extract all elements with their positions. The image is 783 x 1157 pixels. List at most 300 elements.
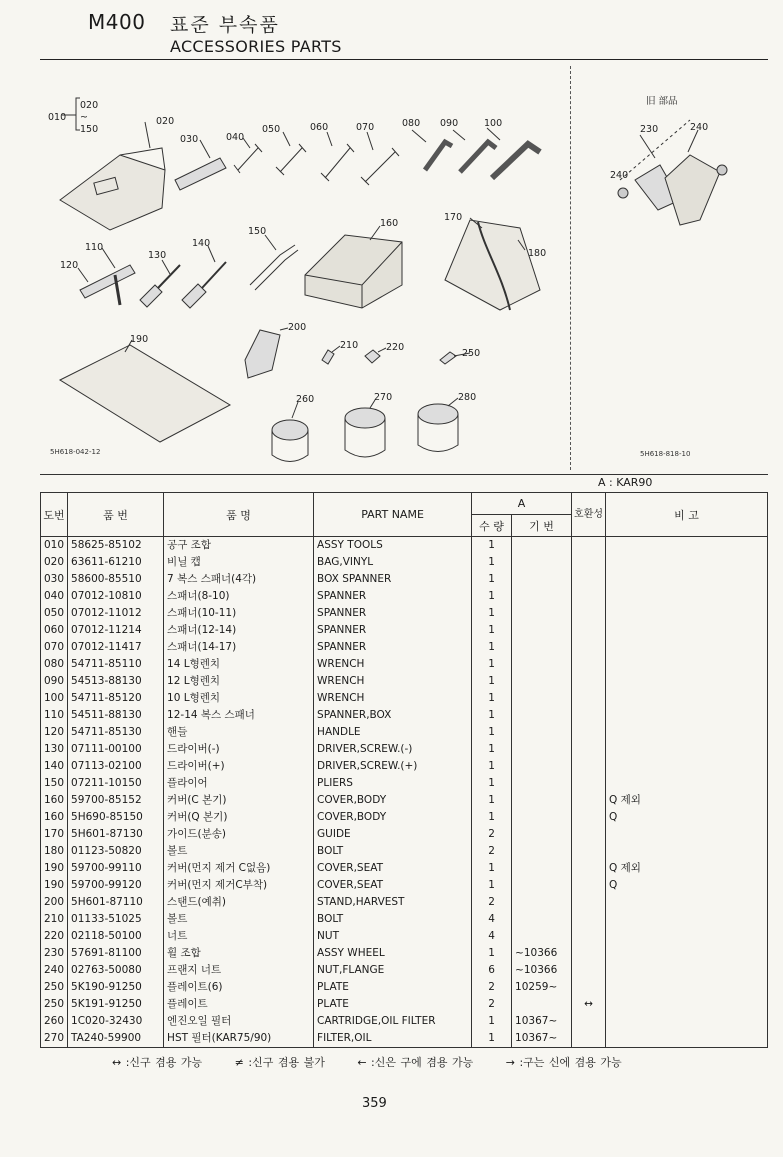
cell-qty: 1: [472, 588, 512, 605]
cell-name-ko: 플라이어: [164, 775, 314, 792]
svg-text:030: 030: [180, 134, 199, 145]
cell-qty: 1: [472, 775, 512, 792]
cell-name-ko: 가이드(분송): [164, 826, 314, 843]
cell-qty: 1: [472, 741, 512, 758]
cell-remarks: [606, 1030, 768, 1048]
svg-text:010: 010: [48, 112, 67, 123]
cell-part-no: 57691-81100: [68, 945, 164, 962]
cell-remarks: Q: [606, 877, 768, 894]
cell-remarks: [606, 656, 768, 673]
cell-no: 130: [41, 741, 68, 758]
header-no: 도번: [41, 493, 68, 537]
table-row: [41, 860, 768, 877]
cell-period: [512, 996, 572, 1013]
cell-part-no: 07012-11012: [68, 605, 164, 622]
column-a-note: A : KAR90: [598, 476, 653, 489]
cell-qty: 1: [472, 860, 512, 877]
cell-part-name: STAND,HARVEST: [314, 894, 472, 911]
svg-text:170: 170: [444, 212, 463, 223]
cell-period: [512, 911, 572, 928]
cell-no: 250: [41, 979, 68, 996]
cell-name-ko: 14 L형렌치: [164, 656, 314, 673]
cell-remarks: [606, 537, 768, 555]
cell-no: 060: [41, 622, 68, 639]
interchange-legend: [112, 1054, 650, 1070]
cell-qty: 1: [472, 1030, 512, 1048]
cell-name-ko: 스패너(10-11): [164, 605, 314, 622]
cell-qty: 1: [472, 605, 512, 622]
cell-interchange: [572, 1030, 606, 1048]
cell-part-no: 59700-99110: [68, 860, 164, 877]
svg-text:140: 140: [192, 238, 211, 249]
cell-interchange: [572, 843, 606, 860]
cell-remarks: [606, 894, 768, 911]
cell-remarks: [606, 928, 768, 945]
svg-text:190: 190: [130, 334, 149, 345]
cell-no: 140: [41, 758, 68, 775]
cell-part-name: BOX SPANNER: [314, 571, 472, 588]
cell-no: 010: [41, 537, 68, 555]
cell-name-ko: 스패너(8-10): [164, 588, 314, 605]
svg-text:210: 210: [340, 340, 359, 351]
model-code: M400: [88, 10, 146, 34]
svg-text:240: 240: [610, 170, 629, 181]
cell-name-ko: 핸들: [164, 724, 314, 741]
cell-part-name: NUT,FLANGE: [314, 962, 472, 979]
cell-part-name: BOLT: [314, 843, 472, 860]
table-row: [41, 724, 768, 741]
table-row: [41, 996, 768, 1013]
cell-remarks: [606, 724, 768, 741]
cell-part-name: DRIVER,SCREW.(+): [314, 758, 472, 775]
cell-part-no: 58600-85510: [68, 571, 164, 588]
cell-period: [512, 877, 572, 894]
cell-interchange: [572, 894, 606, 911]
cell-period: [512, 537, 572, 555]
svg-text:020: 020: [80, 100, 99, 111]
table-row: [41, 1030, 768, 1048]
cell-name-ko: 10 L형렌치: [164, 690, 314, 707]
cell-part-name: SPANNER: [314, 622, 472, 639]
cell-name-ko: 플레이트(6): [164, 979, 314, 996]
cell-part-name: DRIVER,SCREW.(-): [314, 741, 472, 758]
table-row: [41, 554, 768, 571]
page-title-korean: 표준 부속품: [170, 14, 280, 36]
cell-remarks: Q 제외: [606, 860, 768, 877]
svg-text:060: 060: [310, 122, 329, 133]
table-row: [41, 877, 768, 894]
table-row: [41, 843, 768, 860]
cell-no: 020: [41, 554, 68, 571]
cell-part-no: TA240-59900: [68, 1030, 164, 1048]
page-number: 359: [362, 1096, 387, 1111]
cell-remarks: [606, 707, 768, 724]
cell-qty: 1: [472, 690, 512, 707]
page-title-english: ACCESSORIES PARTS: [170, 37, 342, 56]
cell-interchange: [572, 1013, 606, 1030]
svg-text:240: 240: [690, 122, 709, 133]
cell-qty: 1: [472, 724, 512, 741]
table-row: [41, 945, 768, 962]
svg-text:100: 100: [484, 118, 503, 129]
cell-part-name: WRENCH: [314, 673, 472, 690]
svg-text:130: 130: [148, 250, 167, 261]
table-row: [41, 826, 768, 843]
cell-name-ko: 비닐 캡: [164, 554, 314, 571]
table-row: [41, 911, 768, 928]
cell-part-name: WRENCH: [314, 656, 472, 673]
cell-period: 10259~: [512, 979, 572, 996]
cell-part-no: 1C020-32430: [68, 1013, 164, 1030]
cell-qty: 1: [472, 537, 512, 555]
cell-interchange: [572, 775, 606, 792]
cell-no: 090: [41, 673, 68, 690]
cell-no: 150: [41, 775, 68, 792]
cell-part-no: 54711-85130: [68, 724, 164, 741]
table-row: [41, 775, 768, 792]
cell-interchange: [572, 588, 606, 605]
cell-part-no: 5K190-91250: [68, 979, 164, 996]
cell-interchange: [572, 758, 606, 775]
cell-period: [512, 588, 572, 605]
cell-remarks: [606, 911, 768, 928]
cell-period: [512, 724, 572, 741]
svg-text:200: 200: [288, 322, 307, 333]
cell-name-ko: 프랜지 너트: [164, 962, 314, 979]
cell-name-ko: 볼트: [164, 843, 314, 860]
cell-remarks: [606, 690, 768, 707]
cell-interchange: [572, 945, 606, 962]
svg-text:270: 270: [374, 392, 393, 403]
cell-interchange: [572, 911, 606, 928]
table-row: [41, 979, 768, 996]
cell-qty: 4: [472, 911, 512, 928]
cell-name-ko: 엔진오일 필터: [164, 1013, 314, 1030]
svg-text:160: 160: [380, 218, 399, 229]
cell-qty: 1: [472, 673, 512, 690]
cell-part-name: HANDLE: [314, 724, 472, 741]
header-a: A: [472, 493, 572, 515]
cell-no: 100: [41, 690, 68, 707]
cell-name-ko: 커버(먼지 제거C부착): [164, 877, 314, 894]
cell-remarks: [606, 843, 768, 860]
cell-name-ko: 7 복스 스패너(4각): [164, 571, 314, 588]
cell-remarks: [606, 605, 768, 622]
cell-name-ko: 플레이트: [164, 996, 314, 1013]
cell-part-no: 01123-50820: [68, 843, 164, 860]
cell-name-ko: 너트: [164, 928, 314, 945]
cell-period: ~10366: [512, 945, 572, 962]
cell-period: [512, 741, 572, 758]
cell-interchange: [572, 877, 606, 894]
cell-part-no: 58625-85102: [68, 537, 164, 555]
cell-remarks: [606, 554, 768, 571]
cell-interchange: [572, 826, 606, 843]
cell-name-ko: 12 L형렌치: [164, 673, 314, 690]
cell-qty: 1: [472, 571, 512, 588]
cell-no: 170: [41, 826, 68, 843]
cell-qty: 1: [472, 622, 512, 639]
cell-period: 10367~: [512, 1013, 572, 1030]
cell-qty: 2: [472, 979, 512, 996]
table-row: [41, 639, 768, 656]
cell-remarks: [606, 945, 768, 962]
legend-not-interchangeable: ≠ :신구 겸용 불가: [234, 1056, 325, 1069]
cell-remarks: [606, 775, 768, 792]
cell-qty: 1: [472, 554, 512, 571]
cell-part-name: NUT: [314, 928, 472, 945]
table-row: [41, 605, 768, 622]
svg-text:260: 260: [296, 394, 315, 405]
cell-no: 180: [41, 843, 68, 860]
table-row: [41, 741, 768, 758]
cell-remarks: [606, 741, 768, 758]
cell-qty: 1: [472, 792, 512, 809]
cell-interchange: [572, 622, 606, 639]
cell-remarks: [606, 673, 768, 690]
cell-part-no: 54511-88130: [68, 707, 164, 724]
cell-interchange: [572, 809, 606, 826]
table-row: [41, 809, 768, 826]
cell-period: ~10366: [512, 962, 572, 979]
cell-no: 190: [41, 860, 68, 877]
cell-part-name: PLIERS: [314, 775, 472, 792]
svg-text:150: 150: [80, 124, 99, 135]
svg-text:250: 250: [462, 348, 481, 359]
cell-remarks: Q 제외: [606, 792, 768, 809]
cell-part-no: 07111-00100: [68, 741, 164, 758]
figure-bottom-rule: [40, 474, 768, 475]
cell-period: [512, 690, 572, 707]
cell-part-no: 07012-11214: [68, 622, 164, 639]
cell-remarks: [606, 826, 768, 843]
cell-interchange: [572, 741, 606, 758]
header-part-name: PART NAME: [314, 493, 472, 537]
cell-interchange: [572, 860, 606, 877]
svg-text:180: 180: [528, 248, 547, 259]
table-row: [41, 571, 768, 588]
table-row: [41, 1013, 768, 1030]
figure-code-left: 5H618-042-12: [50, 448, 101, 456]
cell-no: 270: [41, 1030, 68, 1048]
table-row: [41, 792, 768, 809]
cell-qty: 1: [472, 809, 512, 826]
cell-part-name: GUIDE: [314, 826, 472, 843]
cell-name-ko: 볼트: [164, 911, 314, 928]
cell-part-name: ASSY WHEEL: [314, 945, 472, 962]
cell-period: [512, 673, 572, 690]
cell-no: 120: [41, 724, 68, 741]
cell-remarks: [606, 588, 768, 605]
cell-part-name: COVER,SEAT: [314, 877, 472, 894]
svg-text:150: 150: [248, 226, 267, 237]
cell-remarks: Q: [606, 809, 768, 826]
cell-no: 070: [41, 639, 68, 656]
cell-part-no: 07211-10150: [68, 775, 164, 792]
cell-no: 250: [41, 996, 68, 1013]
cell-part-name: SPANNER: [314, 588, 472, 605]
cell-no: 110: [41, 707, 68, 724]
table-row: [41, 928, 768, 945]
cell-period: 10367~: [512, 1030, 572, 1048]
cell-part-name: COVER,SEAT: [314, 860, 472, 877]
cell-part-no: 54711-85120: [68, 690, 164, 707]
cell-remarks: [606, 996, 768, 1013]
cell-part-no: 59700-99120: [68, 877, 164, 894]
figure-code-right: 5H618-818-10: [640, 450, 691, 458]
cell-period: [512, 792, 572, 809]
svg-text:020: 020: [156, 116, 175, 127]
cell-period: [512, 571, 572, 588]
cell-qty: 1: [472, 656, 512, 673]
cell-period: [512, 707, 572, 724]
cell-period: [512, 894, 572, 911]
cell-qty: 1: [472, 945, 512, 962]
cell-remarks: [606, 962, 768, 979]
table-row: [41, 656, 768, 673]
legend-old-for-new: → :구는 신에 겸용 가능: [505, 1056, 622, 1069]
cell-name-ko: HST 필터(KAR75/90): [164, 1030, 314, 1048]
cell-qty: 1: [472, 639, 512, 656]
cell-name-ko: 드라이버(-): [164, 741, 314, 758]
accessories-diagram: [40, 60, 768, 474]
cell-qty: 4: [472, 928, 512, 945]
parts-table: [40, 492, 768, 1048]
cell-remarks: [606, 1013, 768, 1030]
cell-interchange: [572, 656, 606, 673]
parts-illustration: [40, 60, 768, 474]
header-remarks: 비 고: [606, 493, 768, 537]
cell-part-no: 5H601-87110: [68, 894, 164, 911]
cell-qty: 2: [472, 826, 512, 843]
old-parts-label: 旧 部品: [646, 96, 678, 107]
cell-period: [512, 605, 572, 622]
cell-part-name: SPANNER,BOX: [314, 707, 472, 724]
legend-both-ways: ↔ :신구 겸용 가능: [112, 1056, 203, 1069]
cell-interchange: [572, 605, 606, 622]
cell-no: 220: [41, 928, 68, 945]
table-row: [41, 588, 768, 605]
cell-period: [512, 775, 572, 792]
cell-part-no: 63611-61210: [68, 554, 164, 571]
cell-part-no: 54513-88130: [68, 673, 164, 690]
cell-no: 230: [41, 945, 68, 962]
svg-text:050: 050: [262, 124, 281, 135]
cell-part-no: 07012-10810: [68, 588, 164, 605]
table-row: [41, 673, 768, 690]
cell-part-name: SPANNER: [314, 605, 472, 622]
cell-no: 050: [41, 605, 68, 622]
cell-qty: 2: [472, 996, 512, 1013]
cell-part-name: SPANNER: [314, 639, 472, 656]
cell-name-ko: 스탠드(예취): [164, 894, 314, 911]
cell-part-no: 5K191-91250: [68, 996, 164, 1013]
svg-text:080: 080: [402, 118, 421, 129]
cell-no: 260: [41, 1013, 68, 1030]
cell-period: [512, 554, 572, 571]
cell-part-name: FILTER,OIL: [314, 1030, 472, 1048]
cell-remarks: [606, 639, 768, 656]
cell-part-no: 5H601-87130: [68, 826, 164, 843]
header-qty: 수 량: [472, 515, 512, 537]
cell-part-no: 59700-85152: [68, 792, 164, 809]
cell-period: [512, 809, 572, 826]
header-part-no: 품 번: [68, 493, 164, 537]
cell-remarks: [606, 758, 768, 775]
cell-name-ko: 커버(먼지 제거 C없음): [164, 860, 314, 877]
cell-no: 240: [41, 962, 68, 979]
svg-text:~: ~: [80, 112, 88, 123]
cell-period: [512, 928, 572, 945]
cell-interchange: [572, 639, 606, 656]
cell-no: 190: [41, 877, 68, 894]
cell-qty: 2: [472, 894, 512, 911]
cell-no: 160: [41, 792, 68, 809]
svg-text:220: 220: [386, 342, 405, 353]
cell-interchange: [572, 928, 606, 945]
cell-name-ko: 커버(Q 본기): [164, 809, 314, 826]
cell-part-name: BAG,VINYL: [314, 554, 472, 571]
header-interchange: 호환성: [572, 493, 606, 537]
header-name-ko: 품 명: [164, 493, 314, 537]
cell-name-ko: 커버(C 본기): [164, 792, 314, 809]
cell-remarks: [606, 979, 768, 996]
cell-qty: 1: [472, 877, 512, 894]
cell-qty: 1: [472, 758, 512, 775]
cell-interchange: [572, 792, 606, 809]
cell-part-no: 02118-50100: [68, 928, 164, 945]
cell-name-ko: 공구 조합: [164, 537, 314, 555]
cell-no: 160: [41, 809, 68, 826]
svg-text:280: 280: [458, 392, 477, 403]
cell-period: [512, 826, 572, 843]
cell-no: 210: [41, 911, 68, 928]
cell-period: [512, 860, 572, 877]
cell-part-name: PLATE: [314, 996, 472, 1013]
cell-part-name: CARTRIDGE,OIL FILTER: [314, 1013, 472, 1030]
svg-text:120: 120: [60, 260, 79, 271]
cell-part-name: COVER,BODY: [314, 792, 472, 809]
cell-remarks: [606, 622, 768, 639]
cell-qty: 6: [472, 962, 512, 979]
cell-part-name: BOLT: [314, 911, 472, 928]
cell-qty: 1: [472, 707, 512, 724]
cell-interchange: [572, 537, 606, 555]
cell-period: [512, 843, 572, 860]
svg-text:090: 090: [440, 118, 459, 129]
cell-no: 030: [41, 571, 68, 588]
parts-table-body: [41, 537, 768, 1048]
cell-part-no: 5H690-85150: [68, 809, 164, 826]
cell-name-ko: 스패너(12-14): [164, 622, 314, 639]
cell-interchange: [572, 673, 606, 690]
table-row: [41, 622, 768, 639]
cell-qty: 1: [472, 1013, 512, 1030]
cell-period: [512, 622, 572, 639]
cell-interchange: [572, 554, 606, 571]
cell-period: [512, 639, 572, 656]
table-row: [41, 962, 768, 979]
cell-part-name: ASSY TOOLS: [314, 537, 472, 555]
table-row: [41, 894, 768, 911]
cell-name-ko: 휠 조합: [164, 945, 314, 962]
cell-part-no: 07012-11417: [68, 639, 164, 656]
svg-text:070: 070: [356, 122, 375, 133]
cell-interchange: [572, 707, 606, 724]
cell-part-name: PLATE: [314, 979, 472, 996]
svg-text:110: 110: [85, 242, 104, 253]
header-period: 기 번: [512, 515, 572, 537]
